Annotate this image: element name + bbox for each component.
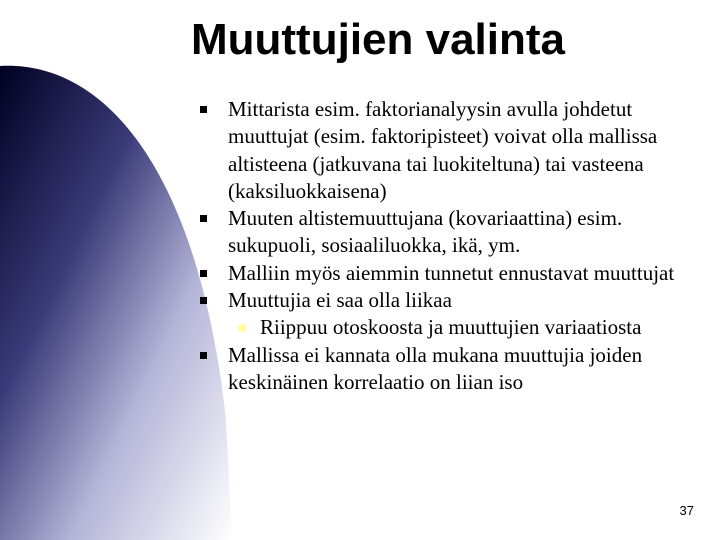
- bullet-item: [196, 260, 708, 287]
- sub-bullet-text: Riippuu otoskoosta ja muuttujien variaatiosta: [260, 315, 642, 340]
- bullet-text: Mittarista esim. faktorianalyysin avulla johdetut muuttujat (esim. faktoripisteet) voivat olla mallissa altisteena (jatkuvana tai luokiteltuna) tai vasteena (kaksiluokkaisena): [228, 97, 658, 203]
- bullet-item: [196, 342, 708, 397]
- bullet-item: [196, 205, 708, 260]
- slide-title: Muuttujien valinta: [191, 15, 565, 64]
- square-bullet-icon: [200, 215, 207, 222]
- bullet-text: Malliin myös aiemmin tunnetut ennustavat muuttujat: [228, 260, 675, 285]
- circle-bullet-icon: [238, 324, 246, 332]
- page-number: 37: [679, 503, 694, 518]
- bullet-text: Muuttujia ei saa olla liikaa: [228, 288, 452, 313]
- bullet-item: [196, 287, 708, 314]
- bullet-item: [196, 96, 708, 205]
- square-bullet-icon: [200, 297, 207, 304]
- bullet-list: [196, 96, 708, 396]
- square-bullet-icon: [200, 106, 207, 113]
- bullet-text: Mallissa ei kannata olla mukana muuttujia joiden keskinäinen korrelaatio on liian iso: [228, 342, 643, 394]
- sub-bullet-item: [196, 314, 708, 341]
- square-bullet-icon: [200, 270, 207, 277]
- bullet-text: Muuten altistemuuttujana (kovariaattina) esim. sukupuoli, sosiaaliluokka, ikä, ym.: [228, 206, 623, 258]
- square-bullet-icon: [200, 352, 207, 359]
